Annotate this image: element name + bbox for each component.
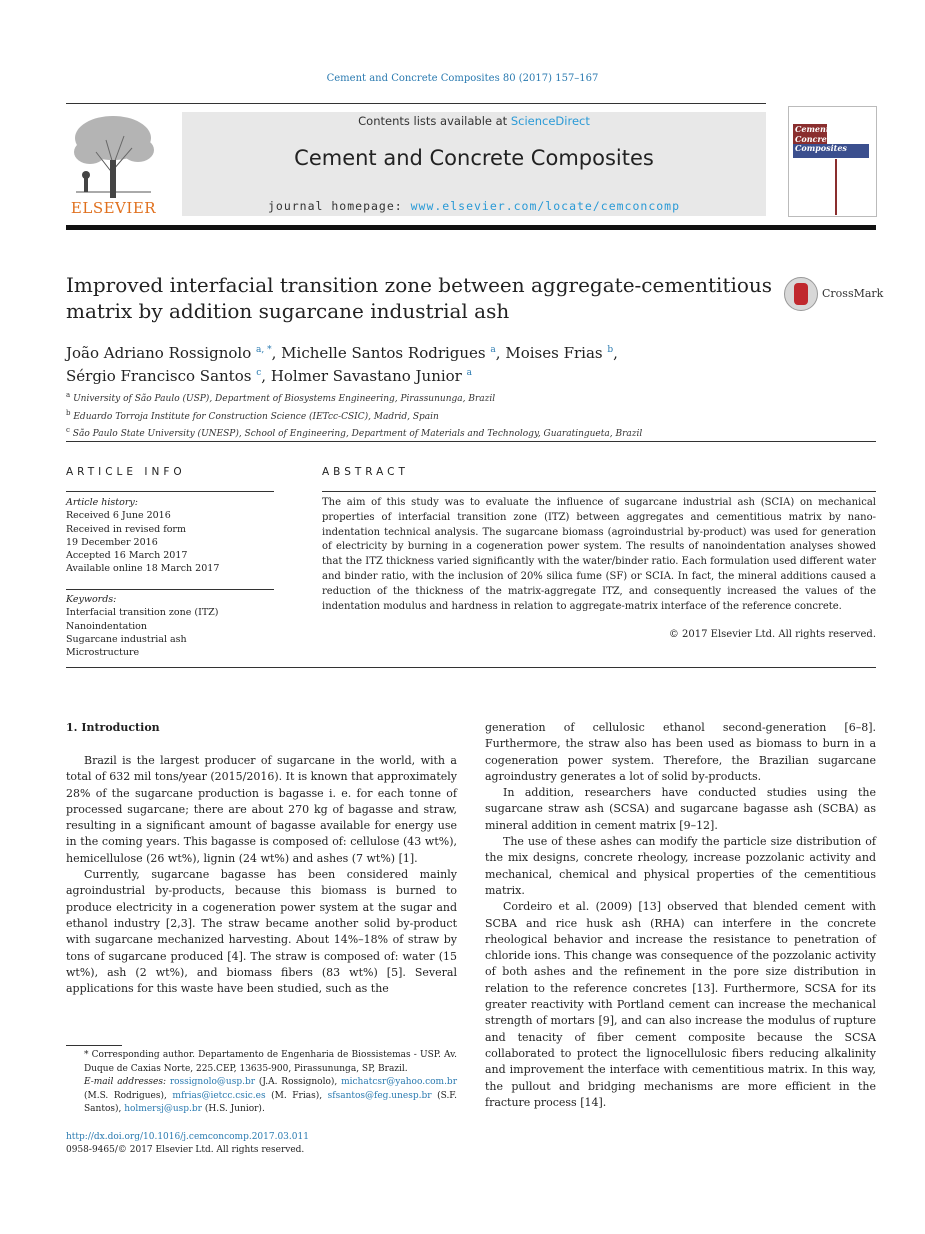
body-column-left [66,753,457,997]
footnote [66,1049,457,1117]
paragraph: In addition, researchers have conducted studies using the sugarcane straw ash (SCSA) and sugarcane bagasse ash (SCBA) as mineral addition in cement matrix [9–12]. [485,786,876,832]
doi-link[interactable]: http://dx.doi.org/10.1016/j.cemconcomp.2017.03.011 [66,1132,309,1142]
keyword: Nanoindentation [66,620,147,632]
crossmark-label: CrossMark [822,287,884,300]
abstract-copyright: © 2017 Elsevier Ltd. All rights reserved. [668,629,876,640]
homepage-prefix: journal homepage: [267,199,411,213]
keywords [66,593,276,659]
cover-title-line-3: Composites [795,143,847,153]
author-name[interactable]: Michelle Santos Rodrigues [281,344,486,362]
journal-banner [182,112,766,216]
author-name[interactable]: João Adriano Rossignolo [66,344,252,362]
crossmark-icon [784,277,818,311]
author-affil-mark[interactable]: b [607,345,614,355]
author-affil-mark[interactable]: a, * [256,345,272,355]
history-item: 19 December 2016 [66,536,158,548]
email-link[interactable]: mfrias@ietcc.csic.es [172,1090,266,1101]
author-separator: , [271,344,282,362]
affiliation-text: Eduardo Torroja Institute for Construction Science (IETcc-CSIC), Madrid, Spain [73,411,439,422]
header-thick-rule [66,225,876,230]
affiliation-text: São Paulo State University (UNESP), School of Engineering, Department of Materials and Technology, Guaratingueta, Brazil [72,429,643,439]
email-link[interactable]: holmersj@usp.br [124,1104,202,1114]
author-separator: , [495,344,506,362]
author-affil-mark[interactable]: a [466,368,473,378]
history-item: Accepted 16 March 2017 [66,550,188,562]
article-info-heading: ARTICLE INFO [66,466,186,478]
corresponding-author-note: * Corresponding author. Departamento de Engenharia de Biossistemas - USP. Av. Duque de Caxias Norte, 225.CEP, 13635-900, Pirassununga, SP, Brazil. [84,1050,457,1074]
affiliation-key: b [66,408,71,417]
tree-icon [66,112,161,200]
issn-copyright: 0958-9465/© 2017 Elsevier Ltd. All rights reserved. [66,1145,305,1155]
history-item: Received 6 June 2016 [66,510,171,522]
affiliation [66,407,876,425]
history-item: Received in revised form [66,523,186,535]
divider [66,491,274,492]
author-name[interactable]: Moises Frias [505,344,603,362]
history-label: Article history: [66,497,138,508]
email-owner: (S.F. Santos), [84,1090,458,1114]
history-item: Available online 18 March 2017 [66,563,220,575]
keyword: Microstructure [66,647,140,659]
paragraph: Cordeiro et al. (2009) [13] observed that blended cement with SCBA and rice husk ash (RHA) can interfere in the concrete rheological behavior and increase the resistance to penetration of chloride ions. This change was consequence of the pozzolanic activity of both ashes and the refinement in the pore size distribution in relation to the reference concretes [13]. Furthermore, SCSA for its greater reactivity with Portland cement can increase the mechanical strength of mortars [9], and can also increase the modulus of rupture and tenacity of fiber cement composite because the SCSA collaborated to protect the lignocellulosic fibers reducing alkalinity and improvement the interface with cementitious matrix. In this way, the pullout and bridging mechanisms are more efficient in the fracture process [14]. [485,900,876,1109]
paragraph: Currently, sugarcane bagasse has been considered mainly agroindustrial by-products, because this biomass is burned to produce electricity in a cogeneration power system at the sugar and ethanol industry [2,3]. The straw became another solid by-product with sugarcane mechanized harvesting. About 14%–18% of straw by tons of sugarcane produced [4]. The straw is composed of: water (15 wt%), ash (2 wt%), and biomass fibers (83 wt%) [5]. Several applications for this waste have been studied, such as the [66,868,457,996]
affiliations [66,389,876,442]
paragraph: Brazil is the largest producer of sugarcane in the world, with a total of 632 mil tons/year (2015/2016). It is known that approximately 28% of the sugarcane production is bagasse i. e. for each tonne of processed sugarcane; there are about 270 kg of bagasse and straw, resulting in a significant amount of bagasse available for energy use in the coming years. This bagasse is composed of: cellulose (43 wt%), hemicellulose (26 wt%), lignin (24 wt%) and ashes (7 wt%) [1]. [66,754,457,865]
paragraph: generation of cellulosic ethanol second-generation [6–8]. Furthermore, the straw also has been used as biomass to burn in a cogeneration power system. Therefore, the Brazilian sugarcane agroindustry generates a lot of solid by-products. [485,721,876,783]
elsevier-logo[interactable] [66,112,161,217]
sciencedirect-link[interactable]: ScienceDirect [510,114,590,128]
divider [66,441,876,442]
divider [322,491,876,492]
header-rule [66,103,766,104]
journal-homepage [182,199,766,213]
email-owner: (M.S. Rodrigues), [84,1090,173,1101]
author-affil-mark[interactable]: a [490,345,496,355]
keyword: Sugarcane industrial ash [66,633,187,645]
email-label: E-mail addresses: [84,1077,166,1087]
affiliation [66,424,876,442]
email-owner: (J.A. Rossignolo), [255,1077,342,1087]
email-link[interactable]: rossignolo@usp.br [169,1077,256,1087]
email-link[interactable]: michatcsr@yahoo.com.br [341,1077,457,1087]
paragraph: The use of these ashes can modify the particle size distribution of the mix designs, concrete rheology, increase pozzolanic activity and mechanical, chemical and physical properties of the cementitious matrix. [485,835,876,897]
author-affil-mark[interactable]: c [256,368,262,378]
journal-cover[interactable] [788,106,877,217]
cover-title [795,125,847,154]
email-owner: (H.S. Junior). [201,1104,265,1114]
email-addresses [66,1076,457,1117]
affiliation [66,389,876,407]
article-title: Improved interfacial transition zone between aggregate-cementitious matrix by addition sugarcane industrial ash [66,273,773,323]
abstract-text: The aim of this study was to evaluate the influence of sugarcane industrial ash (SCIA) on mechanical properties of interfacial transition zone (ITZ) between aggregates and cementitious matrix by nano-indentation technical analysis. The sugarcane biomass (agroindustrial by-product) was used for generation of electricity by burning in a cogeneration power system. The results of nanoindentation analyses showed that the ITZ thickness varied significantly with the water/binder ratio. Each formulation used different water and binder ratio, with the inclusion of 20% silica fume (SF) or SCIA. In fact, the mineral additions caused a reduction of the thickness of the matrix-aggregate ITZ, and consequently increased the values of the indentation modulus and hardness in relation to aggregate-matrix interface of the reference concrete. [322,497,876,612]
author-list [66,340,876,386]
section-heading: 1. Introduction [66,721,160,734]
homepage-link[interactable]: www.elsevier.com/locate/cemconcomp [410,199,681,213]
abstract-heading: ABSTRACT [322,466,409,478]
divider [66,589,274,590]
article-history [66,496,276,576]
cover-title-line-2: Concrete [795,133,836,144]
author-name[interactable]: Holmer Savastano Junior [270,367,462,385]
body-column-right [485,720,876,1111]
author-separator: , [261,367,271,385]
journal-citation[interactable]: Cement and Concrete Composites 80 (2017) 157–167 [326,73,599,84]
email-link[interactable]: sfsantos@feg.unesp.br [327,1090,432,1101]
keyword: Interfacial transition zone (ITZ) [66,607,219,619]
publisher-name: ELSEVIER [70,199,157,217]
author-name[interactable]: Sérgio Francisco Santos [66,367,252,385]
cover-title-line-1: Cement & [795,124,840,134]
keywords-label: Keywords: [66,594,117,605]
contents-line [182,114,766,128]
affiliation-text: University of São Paulo (USP), Department of Biosystems Engineering, Pirassununga, Brazil [73,394,496,404]
affiliation-key: c [66,426,70,434]
email-owner: (M. Frias), [265,1090,328,1101]
divider [66,667,876,668]
footnote-rule [66,1045,122,1046]
cover-stripe [835,159,837,215]
journal-name: Cement and Concrete Composites [294,146,654,170]
author-separator: , [613,344,618,362]
crossmark-badge[interactable] [784,277,884,313]
contents-prefix: Contents lists available at [358,114,511,128]
affiliation-key: a [66,391,71,399]
